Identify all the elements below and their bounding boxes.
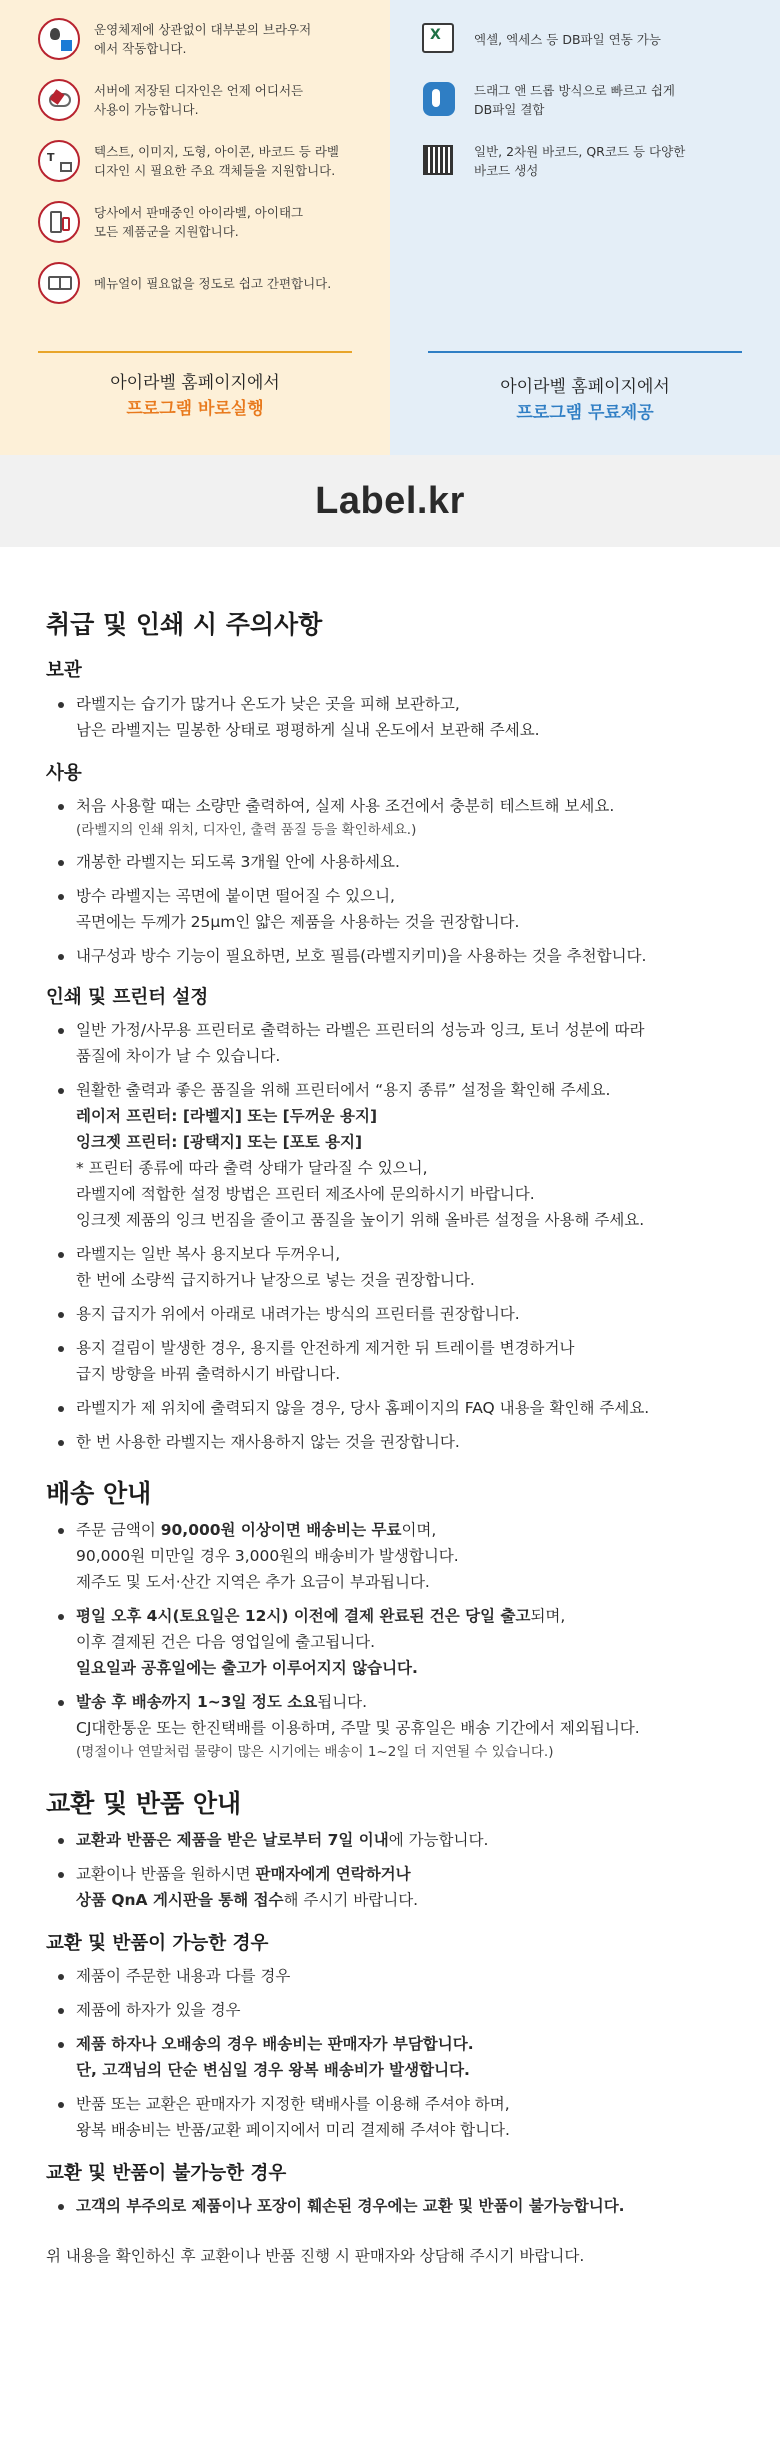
item-emphasis: 일요일과 공휴일에는 출고가 이루어지지 않습니다.	[76, 1659, 418, 1677]
feature-text: 운영체제에 상관없이 대부분의 브라우저 에서 작동합니다.	[94, 22, 312, 56]
list-item	[46, 1827, 732, 1853]
list-item: 내구성과 방수 기능이 필요하면, 보호 필름(라벨지키미)을 사용하는 것을 추천합니다.	[46, 943, 732, 969]
feature-item	[418, 75, 780, 125]
feature-item	[418, 14, 780, 64]
list-item: 개봉한 라벨지는 되도록 3개월 안에 사용하세요.	[46, 849, 732, 875]
list-item: 제품이 주문한 내용과 다를 경우	[46, 1963, 732, 1989]
item-emphasis: 상품 QnA 게시판을 통해 접수	[76, 1891, 284, 1909]
list-item: 라벨지는 일반 복사 용지보다 두꺼우니, 한 번에 소량씩 급지하거나 낱장으로 넣는 것을 권장합니다.	[46, 1241, 732, 1293]
list-item	[46, 793, 732, 841]
feature-item	[38, 136, 390, 186]
item-emphasis: 판매자에게 연락하거나	[255, 1865, 411, 1883]
drag-drop-icon	[418, 79, 460, 121]
feature-text: 메뉴얼이 필요없을 정도로 쉽고 간편합니다.	[94, 275, 332, 291]
list-item: 용지 급지가 위에서 아래로 내려가는 방식의 프린터를 권장합니다.	[46, 1301, 732, 1327]
list-item	[46, 1689, 732, 1763]
item-note: (명절이나 연말처럼 물량이 많은 시기에는 배송이 1~2일 더 지연될 수 있습니다.)	[76, 1744, 554, 1760]
list-item: 방수 라벨지는 곡면에 붙이면 떨어질 수 있으니, 곡면에는 두께가 25μm인 얇은 제품을 사용하는 것을 권장합니다.	[46, 883, 732, 935]
cta-line: 아이라벨 홈페이지에서	[500, 377, 670, 397]
text-objects-icon: T	[38, 140, 80, 182]
list-item: 제품에 하자가 있을 경우	[46, 1997, 732, 2023]
returns-title: 교환 및 반품 안내	[46, 1789, 242, 1818]
brand-logo: Label.kr	[315, 479, 465, 522]
printer-heading: 인쇄 및 프린터 설정	[46, 987, 209, 1008]
feature-text: 일반, 2차원 바코드, QR코드 등 다양한 바코드 생성	[474, 144, 686, 178]
list-item: 한 번 사용한 라벨지는 재사용하지 않는 것을 권장합니다.	[46, 1429, 732, 1455]
list-item: 반품 또는 교환은 판매자가 지정한 택배사를 이용해 주셔야 하며, 왕복 배송비는 반품/교환 페이지에서 미리 결제해 주셔야 합니다.	[46, 2091, 732, 2143]
item-text: 해 주시기 바랍니다.	[283, 1891, 419, 1909]
feature-text: 엑셀, 엑세스 등 DB파일 연동 가능	[474, 31, 661, 47]
feature-item	[38, 75, 390, 125]
notice-document	[0, 608, 780, 2269]
possible-list	[46, 1963, 732, 2143]
cloud-design-icon	[38, 79, 80, 121]
feature-text: 텍스트, 이미지, 도형, 아이콘, 바코드 등 라벨 디자인 시 필요한 주요 객체들을 지원합니다.	[94, 144, 340, 178]
barcode-icon	[418, 140, 460, 182]
item-text: 처음 사용할 때는 소량만 출력하여, 실제 사용 조건에서 충분히 테스트해 보세요.	[76, 797, 615, 815]
list-item: 용지 걸림이 발생한 경우, 용지를 안전하게 제거한 뒤 트레이를 변경하거나 급지 방향을 바꿔 출력하시기 바랍니다.	[46, 1335, 732, 1387]
item-text: 에 가능합니다.	[388, 1831, 489, 1849]
list-item: 라벨지는 습기가 많거나 온도가 낮은 곳을 피해 보관하고, 남은 라벨지는 밀봉한 상태로 평평하게 실내 온도에서 보관해 주세요.	[46, 691, 732, 743]
laser-setting: 레이저 프린터: [라벨지] 또는 [두꺼운 용지]	[76, 1107, 378, 1125]
impossible-heading: 교환 및 반품이 불가능한 경우	[46, 2163, 287, 2184]
item-text: * 프린터 종류에 따라 출력 상태가 달라질 수 있으니, 라벨지에 적합한 설정 방법은 프린터 제조사에 문의하시기 바랍니다. 잉크젯 제품의 잉크 번짐을 줄이고 품질을 높이기 위해 올바른 설정을 사용해 주세요.	[76, 1159, 645, 1229]
list-item	[46, 1603, 732, 1681]
handling-title: 취급 및 인쇄 시 주의사항	[46, 610, 323, 639]
excel-icon: X	[418, 18, 460, 60]
inkjet-setting: 잉크젯 프린터: [광택지] 또는 [포토 용지]	[76, 1133, 363, 1151]
feature-panels	[0, 0, 780, 455]
manual-book-icon	[38, 262, 80, 304]
item-text: 교환이나 반품을 원하시면	[76, 1865, 256, 1883]
use-list	[46, 793, 732, 969]
item-note: (라벨지의 인쇄 위치, 디자인, 출력 품질 등을 확인하세요.)	[76, 822, 417, 838]
feature-text: 서버에 저장된 디자인은 언제 어디서든 사용이 가능합니다.	[94, 83, 304, 117]
logo-band	[0, 455, 780, 547]
divider	[38, 351, 352, 353]
feature-item	[38, 197, 390, 247]
list-item: 라벨지가 제 위치에 출력되지 않을 경우, 당사 홈페이지의 FAQ 내용을 확인해 주세요.	[46, 1395, 732, 1421]
shipping-list	[46, 1517, 732, 1763]
item-text: 됩니다. CJ대한통운 또는 한진택배를 이용하며, 주말 및 공휴일은 배송 기간에서 제외됩니다.	[76, 1693, 640, 1737]
item-emphasis: 90,000원 이상이면 배송비는 무료	[160, 1521, 402, 1539]
use-heading: 사용	[46, 763, 82, 784]
closing-note: 위 내용을 확인하신 후 교환이나 반품 진행 시 판매자와 상담해 주시기 바랍니다.	[46, 2247, 585, 2265]
os-icon	[38, 18, 80, 60]
impossible-list	[46, 2193, 732, 2219]
cta-highlight: 프로그램 바로실행	[126, 399, 264, 419]
item-emphasis: 교환과 반품은 제품을 받은 날로부터 7일 이내	[76, 1831, 389, 1849]
web-editor-panel	[0, 0, 390, 455]
list-item	[46, 1517, 732, 1595]
feature-item	[38, 14, 390, 64]
shipping-title: 배송 안내	[46, 1479, 152, 1508]
list-item: 일반 가정/사무용 프린터로 출력하는 라벨은 프린터의 성능과 잉크, 토너 성분에 따라 품질에 차이가 날 수 있습니다.	[46, 1017, 732, 1069]
run-program-link[interactable]	[0, 370, 390, 422]
item-text: 주문 금액이	[76, 1521, 161, 1539]
storage-list	[46, 691, 732, 743]
possible-heading: 교환 및 반품이 가능한 경우	[46, 1933, 269, 1954]
item-text: 되며, 이후 결제된 건은 다음 영업일에 출고됩니다.	[76, 1607, 566, 1651]
label-products-icon	[38, 201, 80, 243]
item-emphasis: 평일 오후 4시(토요일은 12시) 이전에 결제 완료된 건은 당일 출고	[76, 1607, 531, 1625]
list-item: 제품 하자나 오배송의 경우 배송비는 판매자가 부담합니다. 단, 고객님의 단순 변심일 경우 왕복 배송비가 발생합니다.	[46, 2031, 732, 2083]
cta-highlight: 프로그램 무료제공	[516, 403, 654, 423]
item-emphasis: 발송 후 배송까지 1~3일 정도 소요	[76, 1693, 318, 1711]
item-text: 이며, 90,000원 미만일 경우 3,000원의 배송비가 발생합니다. 제주도 및 도서·산간 지역은 추가 요금이 부과됩니다.	[76, 1521, 459, 1591]
feature-item	[418, 136, 780, 186]
download-program-link[interactable]	[390, 374, 780, 426]
cta-line: 아이라벨 홈페이지에서	[110, 373, 280, 393]
divider	[428, 351, 742, 353]
feature-item	[38, 258, 390, 308]
feature-text: 드래그 앤 드롭 방식으로 빠르고 쉽게 DB파일 결합	[474, 83, 675, 117]
storage-heading: 보관	[46, 660, 82, 681]
list-item	[46, 1861, 732, 1913]
list-item: 고객의 부주의로 제품이나 포장이 훼손된 경우에는 교환 및 반품이 불가능합니다.	[46, 2193, 732, 2219]
item-text: 원활한 출력과 좋은 품질을 위해 프린터에서 “용지 종류” 설정을 확인해 주세요.	[76, 1081, 611, 1099]
list-item	[46, 1077, 732, 1233]
db-program-panel	[390, 0, 780, 455]
feature-text: 당사에서 판매중인 아이라벨, 아이태그 모든 제품군을 지원합니다.	[94, 205, 304, 239]
returns-list	[46, 1827, 732, 1913]
printer-list	[46, 1017, 732, 1455]
